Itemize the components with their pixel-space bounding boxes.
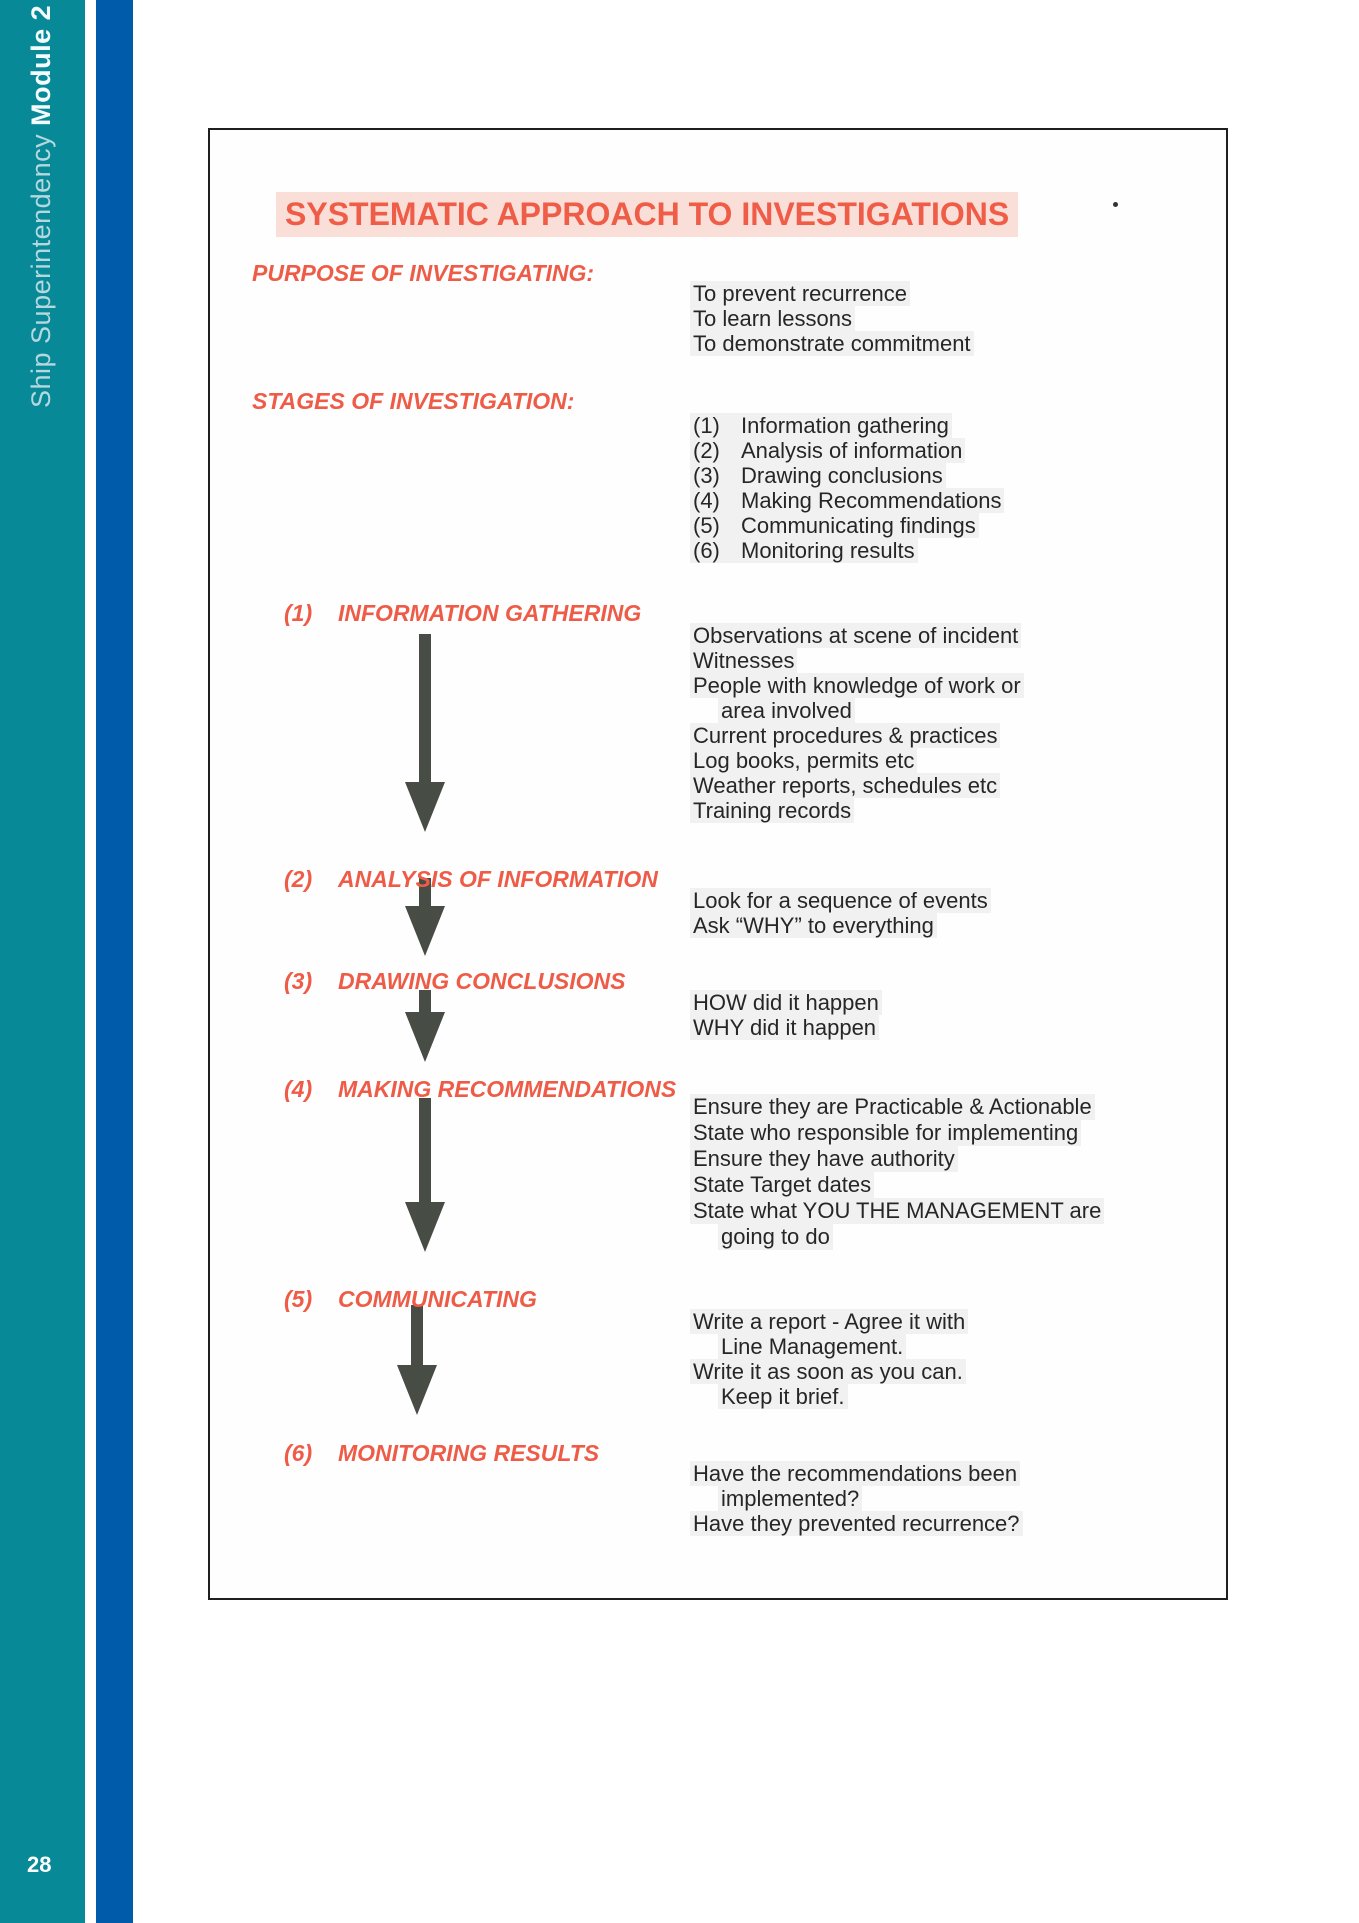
flow-line: Have the recommendations been <box>690 1461 1020 1486</box>
flow-lines <box>690 1309 968 1409</box>
document-frame <box>208 128 1228 1600</box>
flow-line: WHY did it happen <box>690 1015 879 1040</box>
purpose-heading: PURPOSE OF INVESTIGATING: <box>252 260 595 286</box>
flow-heading-analysis-of-information: ANALYSIS OF INFORMATION <box>338 866 658 892</box>
flow-line: State who responsible for implementing <box>690 1120 1081 1146</box>
flow-line: Current procedures & practices <box>690 723 1000 748</box>
stage-list-row <box>690 438 965 463</box>
module-label: Module 2 <box>26 4 56 126</box>
flow-lines <box>690 888 991 938</box>
stage-label: Monitoring results <box>741 538 915 563</box>
stage-number: (5) <box>693 513 720 538</box>
stage-list-row <box>690 463 946 488</box>
sidebar-teal-band <box>0 0 85 1923</box>
purpose-line: To prevent recurrence <box>690 281 910 306</box>
flow-number: (5) <box>284 1286 313 1312</box>
flow-lines <box>690 1094 1104 1250</box>
flow-line: Look for a sequence of events <box>690 888 991 913</box>
page-title: SYSTEMATIC APPROACH TO INVESTIGATIONS <box>276 192 1018 237</box>
flow-line: Keep it brief. <box>718 1384 848 1409</box>
stage-number: (4) <box>693 488 720 513</box>
flow-line: Witnesses <box>690 648 797 673</box>
flow-number: (2) <box>284 866 313 892</box>
stage-number: (3) <box>693 463 720 488</box>
purpose-lines <box>690 281 974 356</box>
course-label: Ship Superintendency <box>26 125 56 408</box>
flow-number: (4) <box>284 1076 313 1102</box>
flow-line: implemented? <box>718 1486 862 1511</box>
stage-number: (1) <box>693 413 720 438</box>
down-arrow-icon <box>405 1098 445 1252</box>
flow-heading-making-recommendations: MAKING RECOMMENDATIONS <box>338 1076 677 1102</box>
flow-line: State what YOU THE MANAGEMENT are <box>690 1198 1104 1224</box>
flow-number: (3) <box>284 968 313 994</box>
flow-line: Write a report - Agree it with <box>690 1309 968 1334</box>
flow-heading-information-gathering: INFORMATION GATHERING <box>338 600 642 626</box>
flow-heading-monitoring-results: MONITORING RESULTS <box>338 1440 600 1466</box>
flow-line: Ask “WHY” to everything <box>690 913 937 938</box>
stage-label: Analysis of information <box>741 438 963 463</box>
stage-list-row <box>690 413 952 438</box>
flow-line: Training records <box>690 798 854 823</box>
flow-line: Line Management. <box>718 1334 906 1359</box>
stages-heading: STAGES OF INVESTIGATION: <box>252 388 575 414</box>
flow-lines <box>690 990 882 1040</box>
down-arrow-icon <box>405 990 445 1062</box>
flow-line: State Target dates <box>690 1172 874 1198</box>
scan-artifact-dot <box>1113 202 1118 207</box>
stage-label: Communicating findings <box>741 513 976 538</box>
flow-line: Weather reports, schedules etc <box>690 773 1000 798</box>
stage-list-row <box>690 488 1004 513</box>
flow-lines <box>690 623 1024 823</box>
flow-line: Ensure they have authority <box>690 1146 958 1172</box>
stage-label: Information gathering <box>741 413 949 438</box>
flow-number: (1) <box>284 600 313 626</box>
purpose-line: To learn lessons <box>690 306 855 331</box>
stage-list-row <box>690 538 918 563</box>
flow-line: Write it as soon as you can. <box>690 1359 966 1384</box>
stage-label: Drawing conclusions <box>741 463 943 488</box>
down-arrow-icon <box>397 1305 437 1415</box>
flow-line: Observations at scene of incident <box>690 623 1021 648</box>
flow-heading-communicating: COMMUNICATING <box>338 1286 537 1312</box>
purpose-line: To demonstrate commitment <box>690 331 974 356</box>
flow-line: People with knowledge of work or <box>690 673 1024 698</box>
flow-line: Have they prevented recurrence? <box>690 1511 1023 1536</box>
down-arrow-icon <box>405 634 445 832</box>
flow-line: going to do <box>718 1224 833 1250</box>
flow-line: Log books, permits etc <box>690 748 917 773</box>
flow-heading-drawing-conclusions: DRAWING CONCLUSIONS <box>338 968 626 994</box>
stage-list-row <box>690 513 979 538</box>
flow-line: HOW did it happen <box>690 990 882 1015</box>
stage-number: (6) <box>693 538 720 563</box>
flow-line: Ensure they are Practicable & Actionable <box>690 1094 1095 1120</box>
stage-label: Making Recommendations <box>741 488 1002 513</box>
page-number: 28 <box>27 1852 52 1877</box>
blue-stripe <box>96 0 133 1923</box>
stages-list <box>690 413 1004 563</box>
flow-lines <box>690 1461 1023 1536</box>
flow-line: area involved <box>718 698 855 723</box>
stage-number: (2) <box>693 438 720 463</box>
sidebar-vertical-title-text <box>26 5 57 408</box>
flow-number: (6) <box>284 1440 313 1466</box>
